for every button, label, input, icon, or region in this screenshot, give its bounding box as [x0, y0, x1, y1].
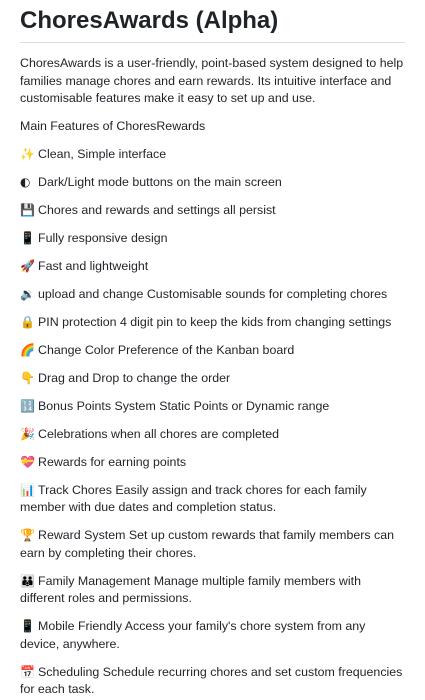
intro-paragraph: ChoresAwards is a user-friendly, point-based system designed to help families manage chores and earn rewards. Its intuitive interface and customisable features make it easy to set up and use. — [20, 56, 404, 105]
feature-text: Clean, Simple interface — [38, 146, 167, 161]
sparkles-icon: ✨ — [20, 146, 35, 161]
feature-item — [20, 573, 405, 608]
family-icon: 👪 — [20, 573, 35, 588]
feature-text: Family Management Manage multiple family members with different roles and permissions. — [20, 573, 361, 605]
feature-item — [20, 482, 405, 517]
feature-text: Dark/Light mode buttons on the main screen — [38, 174, 282, 189]
feature-item — [20, 618, 405, 653]
heart-ribbon-icon: 💝 — [20, 454, 35, 469]
mobile-phone-icon: 📱 — [20, 230, 35, 245]
feature-text: Fully responsive design — [38, 230, 168, 245]
feature-text: Track Chores Easily assign and track chores for each family member with due dates and completion status. — [20, 482, 367, 514]
feature-text: Scheduling Schedule recurring chores and set custom frequencies for each task. — [20, 664, 403, 696]
bar-chart-icon: 📊 — [20, 482, 35, 497]
mobile-phone-icon: 📱 — [20, 619, 35, 633]
feature-item — [20, 664, 405, 699]
feature-item — [20, 258, 405, 276]
feature-item — [20, 527, 405, 562]
trophy-icon: 🏆 — [20, 528, 35, 542]
feature-item — [20, 314, 405, 332]
input-numbers-icon: 🔢 — [20, 398, 35, 413]
feature-item — [20, 398, 405, 416]
feature-item — [20, 454, 405, 472]
feature-item — [20, 146, 405, 164]
page-title: ChoresAwards (Alpha) — [20, 0, 405, 43]
feature-text: Fast and lightweight — [38, 258, 149, 273]
rocket-icon: 🚀 — [20, 258, 35, 273]
calendar-icon: 📅 — [20, 664, 35, 679]
rainbow-icon: 🌈 — [20, 342, 35, 357]
party-popper-icon: 🎉 — [20, 426, 35, 441]
speaker-icon: 🔉 — [20, 286, 35, 301]
feature-item — [20, 286, 405, 304]
feature-text: Chores and rewards and settings all persist — [38, 202, 276, 217]
feature-item — [20, 230, 405, 248]
feature-item — [20, 202, 405, 220]
feature-text: Drag and Drop to change the order — [38, 370, 231, 385]
pointing-down-icon: 👇 — [20, 370, 35, 385]
half-moon-icon: ◐ — [20, 174, 31, 189]
feature-text: Rewards for earning points — [38, 454, 187, 469]
feature-list — [20, 146, 405, 699]
feature-text: Change Color Preference of the Kanban board — [38, 342, 295, 357]
feature-text: upload and change Customisable sounds for completing chores — [38, 286, 388, 301]
feature-text: Celebrations when all chores are completed — [38, 426, 280, 441]
feature-text: Bonus Points System Static Points or Dynamic range — [38, 398, 330, 413]
feature-text: Reward System Set up custom rewards that family members can earn by completing their chores. — [20, 528, 395, 560]
feature-item — [20, 370, 405, 388]
feature-item — [20, 174, 405, 192]
floppy-disk-icon: 💾 — [20, 202, 35, 217]
feature-item — [20, 426, 405, 444]
lock-icon: 🔒 — [20, 314, 35, 329]
feature-item — [20, 342, 405, 360]
feature-text: PIN protection 4 digit pin to keep the kids from changing settings — [38, 314, 392, 329]
features-heading: Main Features of ChoresRewards — [20, 118, 206, 133]
feature-text: Mobile Friendly Access your family's chore system from any device, anywhere. — [20, 619, 366, 651]
